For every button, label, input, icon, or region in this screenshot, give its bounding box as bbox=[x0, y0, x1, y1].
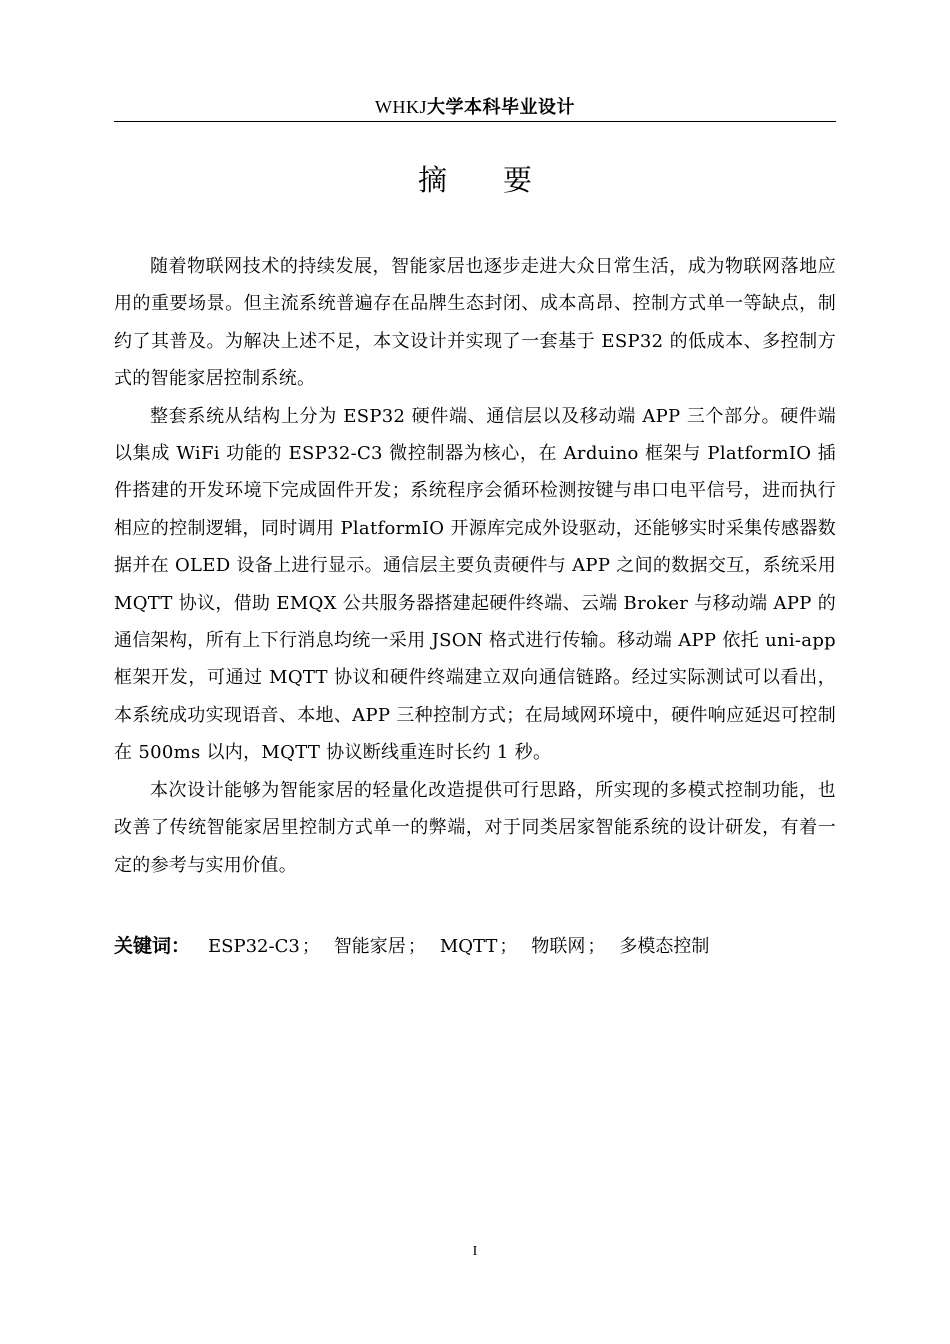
page-number: I bbox=[472, 1244, 478, 1259]
keywords-label: 关键词： bbox=[114, 935, 191, 957]
keyword-item: 智能家居 bbox=[333, 936, 406, 957]
keyword-item: ESP32-C3 bbox=[208, 936, 300, 957]
keyword-separator: ； bbox=[301, 936, 320, 957]
keyword-item: 物联网 bbox=[531, 936, 586, 957]
keywords-line bbox=[114, 931, 836, 962]
abstract-paragraph-1: 随着物联网技术的持续发展，智能家居也逐步走进大众日常生活，成为物联网落地应用的重要场景。但主流系统普遍存在品牌生态封闭、成本高昂、控制方式单一等缺点，制约了其普及。为解决上述不足，本文设计并实现了一套基于 ESP32 的低成本、多控制方式的智能家居控制系统。 bbox=[114, 256, 836, 390]
abstract-title: 摘要 bbox=[417, 163, 588, 197]
keyword-separator: ； bbox=[587, 936, 606, 957]
keyword-separator: ； bbox=[407, 936, 426, 957]
header-subtitle: 大学本科毕业设计 bbox=[427, 97, 575, 118]
abstract-paragraph-2: 整套系统从结构上分为 ESP32 硬件端、通信层以及移动端 APP 三个部分。硬件端以集成 WiFi 功能的 ESP32-C3 微控制器为核心，在 Arduino 框架与 PlatformIO 插件搭建的开发环境下完成固件开发；系统程序会循环检测按键与串口电平信号，进而执行相应的控制逻辑，同时调用 PlatformIO 开源库完成外设驱动，还能够实时采集传感器数据并在 OLED 设备上进行显示。通信层主要负责硬件与 APP 之间的数据交互，系统采用 MQTT 协议，借助 EMQX 公共服务器搭建起硬件终端、云端 Broker 与移动端 APP 的通信架构，所有上下行消息均统一采用 JSON 格式进行传输。移动端 APP 依托 uni-app 框架开发，可通过 MQTT 协议和硬件终端建立双向通信链路。经过实际测试可以看出，本系统成功实现语音、本地、APP 三种控制方式；在局域网环境中，硬件响应延迟可控制在 500ms 以内，MQTT 协议断线重连时长约 1 秒。 bbox=[114, 405, 836, 764]
abstract-body bbox=[114, 248, 836, 884]
running-header bbox=[114, 94, 836, 121]
keyword-separator: ； bbox=[499, 936, 518, 957]
keyword-item: 多模态控制 bbox=[619, 936, 710, 957]
header-rule bbox=[114, 121, 836, 122]
abstract-paragraph-3: 本次设计能够为智能家居的轻量化改造提供可行思路，所实现的多模式控制功能，也改善了传统智能家居里控制方式单一的弊端，对于同类居家智能系统的设计研发，有着一定的参考与实用价值。 bbox=[114, 779, 836, 876]
keyword-item: MQTT bbox=[439, 936, 498, 957]
header-school-name: WHKJ bbox=[375, 97, 427, 117]
